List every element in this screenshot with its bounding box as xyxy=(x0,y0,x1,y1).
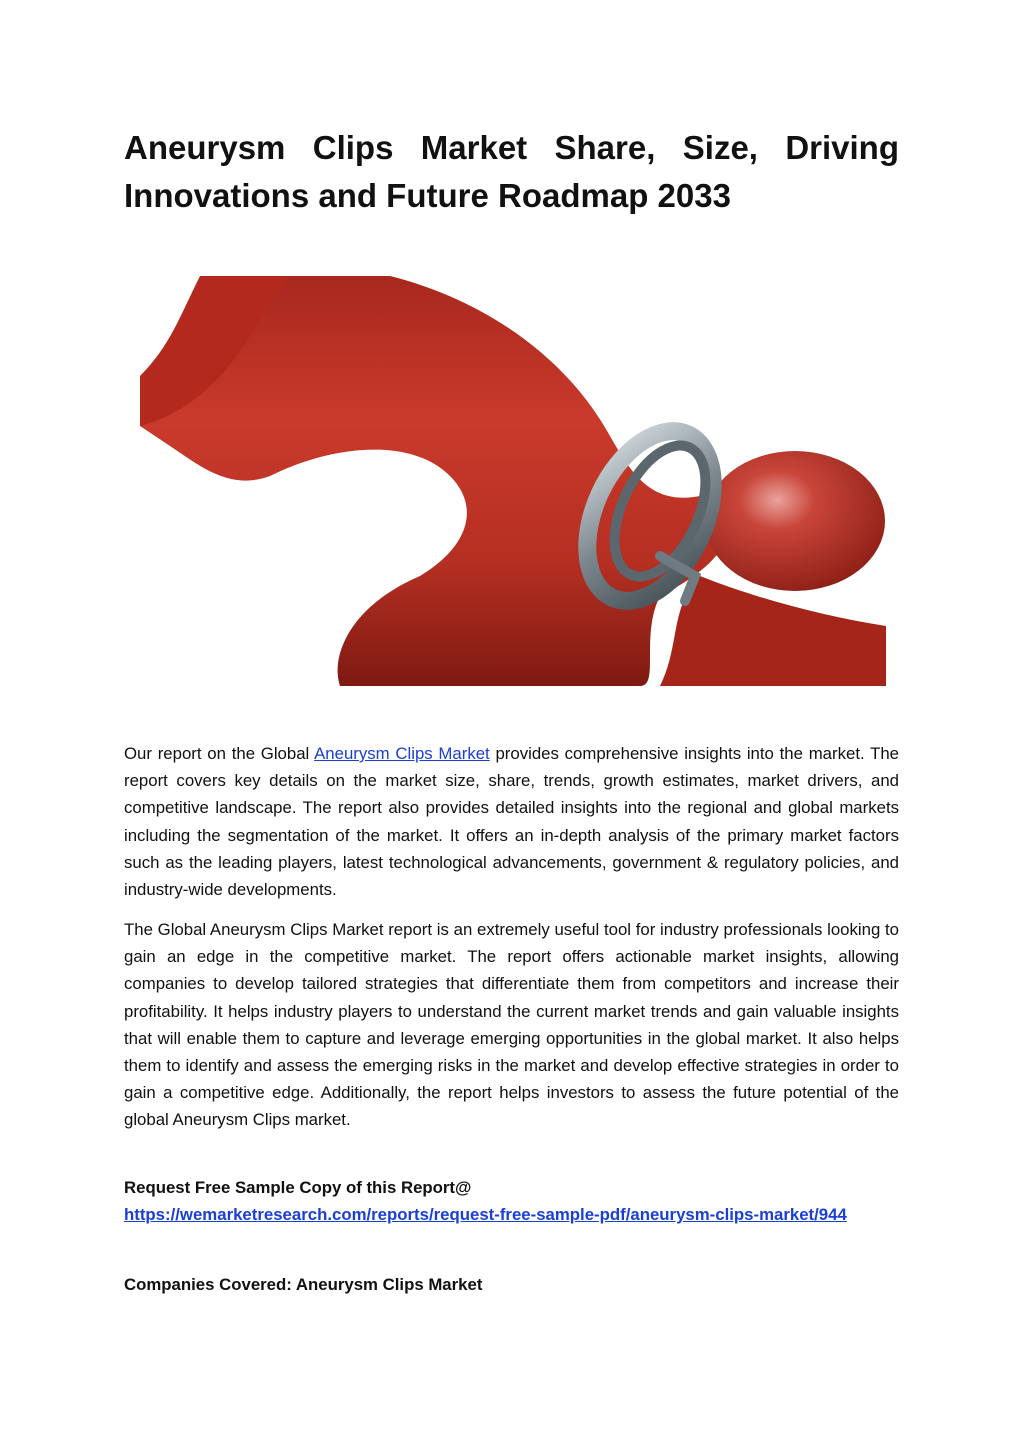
intro-text-rest: provides comprehensive insights into the market. The report covers key details on the market size, share, trends, growth estimates, market drivers, and competitive landscape. The report also provides detailed insights into the regional and global markets including the segmentation of the market. It offers an in-depth analysis of the primary market factors such as the leading players, latest technological advancements, government & regulatory policies, and industry-wide developments. xyxy=(124,744,900,900)
request-sample-label: Request Free Sample Copy of this Report@ xyxy=(124,1178,472,1197)
request-sample-link[interactable]: https://wemarketresearch.com/reports/request-free-sample-pdf/aneurysm-clips-market/944 xyxy=(124,1205,847,1225)
report-paragraph: The Global Aneurysm Clips Market report is an extremely useful tool for industry professionals looking to gain an edge in the competitive market. The report offers actionable market insights, allowing companies to develop tailored strategies that differentiate them from competitors and increase their profitability. It helps industry players to understand the current market trends and gain valuable insights that will enable them to capture and leverage emerging opportunities in the global market. It also helps them to identify and assess the emerging risks in the market and develop effective strategies in order to gain a competitive edge. Additionally, the report helps investors to assess the future potential of the global Aneurysm Clips market. xyxy=(124,920,899,1130)
intro-text-start: Our report on the Global xyxy=(124,744,315,763)
request-sample-section xyxy=(124,1174,899,1228)
document-title: Aneurysm Clips Market Share, Size, Driving Innovations and Future Roadmap 2033 xyxy=(124,129,899,214)
intro-paragraph xyxy=(124,740,899,903)
market-link[interactable]: Aneurysm Clips Market xyxy=(314,744,490,763)
aneurysm-clip-illustration xyxy=(140,276,886,686)
companies-heading: Companies Covered: Aneurysm Clips Market xyxy=(124,1275,483,1294)
